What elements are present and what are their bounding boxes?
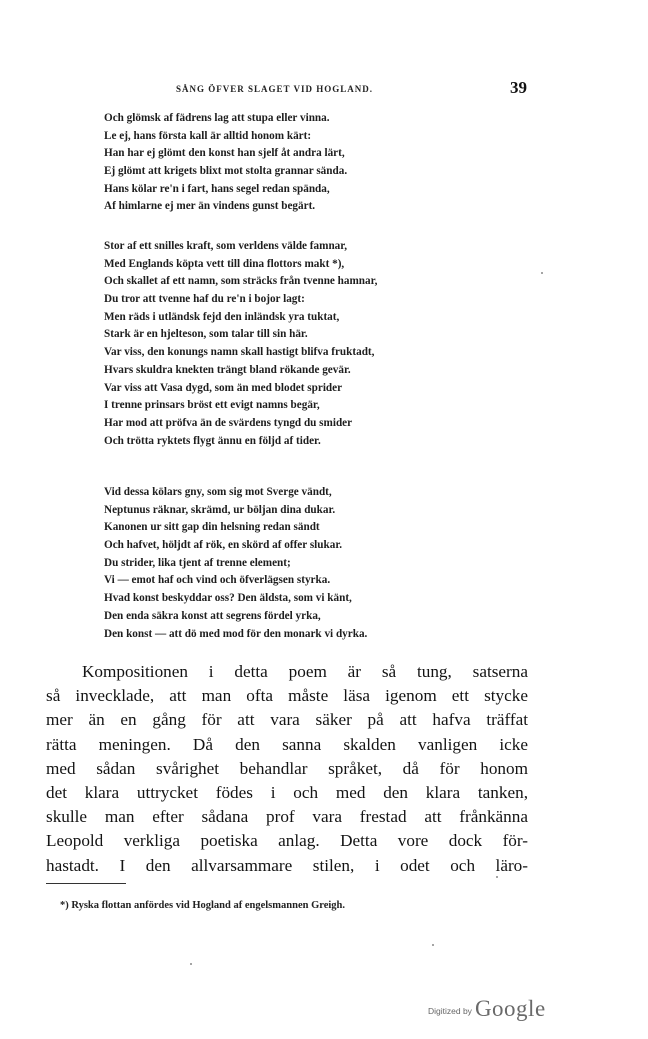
verse-line: Du tror att tvenne haf du re'n i bojor lagt:: [104, 293, 305, 306]
paper-speck: [541, 272, 543, 274]
prose-line: det klara uttrycket födes i och med den klara tanken,: [46, 782, 528, 802]
verse-line: I trenne prinsars bröst ett evigt namns begär,: [104, 399, 320, 412]
verse-line: Och glömsk af fädrens lag att stupa eller vinna.: [104, 112, 330, 124]
verse-line: Var viss, den konungs namn skall hastigt blifva fruktadt,: [104, 346, 375, 359]
paper-speck: [190, 963, 192, 965]
prose-line: rätta meningen. Då den sanna skalden vanligen icke: [46, 734, 528, 754]
verse-line: Du strider, lika tjent af trenne element;: [104, 556, 291, 569]
prose-line: skulle man efter sådana prof vara frestad att frånkänna: [46, 807, 528, 827]
verse-line: Den enda säkra konst att segrens fördel yrka,: [104, 609, 321, 622]
digitized-by-watermark: [428, 992, 546, 1022]
prose-line: med sådan svårighet behandlar språket, då för honom: [46, 758, 528, 778]
google-logo: Google: [474, 996, 546, 1021]
prose-line: Kompositionen i detta poem är så tung, satserna: [82, 662, 528, 681]
footnote-rule: [46, 883, 126, 884]
verse-line: Hvars skuldra knekten trängt bland rökande gevär.: [104, 363, 351, 376]
verse-line: Hans kölar re'n i fart, hans segel redan spända,: [104, 182, 330, 195]
verse-line: Han har ej glömt den konst han sjelf åt andra lärt,: [104, 147, 345, 160]
footnote: *) Ryska flottan anfördes vid Hogland af engelsmannen Greigh.: [60, 900, 346, 911]
prose-line: så invecklade, att man ofta måste läsa igenom ett stycke: [46, 686, 528, 706]
prose-line: hastadt. I den allvarsammare stilen, i odet och läro-: [46, 855, 528, 875]
verse-line: Neptunus räknar, skrämd, ur böljan dina dukar.: [104, 503, 336, 516]
running-title: SÅNG ÖFVER SLAGET VID HOGLAND.: [176, 84, 373, 94]
digitized-label: Digitized by: [428, 1006, 472, 1016]
verse-line: Har mod att pröfva än de svärdens tyngd du smider: [104, 416, 353, 429]
verse-line: Men räds i utländsk fejd den inländsk yra tuktat,: [104, 310, 340, 323]
prose-line: mer än en gång för att vara säker på att hafva träffat: [46, 710, 528, 730]
verse-line: Med Englands köpta vett till dina flottors makt *),: [104, 257, 345, 270]
verse-line: Och skallet af ett namn, som sträcks från tvenne hamnar,: [104, 275, 378, 288]
verse-line: Var viss att Vasa dygd, som än med blodet sprider: [104, 381, 343, 394]
page-number: 39: [510, 78, 527, 97]
verse-line: Och trötta ryktets flygt ännu en följd af tider.: [104, 434, 321, 447]
paper-speck: [496, 876, 498, 878]
verse-line: Och hafvet, höljdt af rök, en skörd af offer slukar.: [104, 539, 343, 552]
verse-line: Vi — emot haf och vind och öfverlägsen styrka.: [104, 574, 331, 587]
verse-line: Hvad konst beskyddar oss? Den äldsta, som vi känt,: [104, 592, 352, 605]
poem-stanza-2: [104, 238, 534, 450]
verse-line: Stor af ett snilles kraft, som verldens välde famnar,: [104, 240, 347, 252]
verse-line: Le ej, hans första kall är alltid honom kärt:: [104, 129, 312, 142]
running-header: [0, 78, 648, 100]
paper-speck: [432, 944, 434, 946]
verse-line: Kanonen ur sitt gap din helsning redan sändt: [104, 521, 320, 534]
verse-line: Vid dessa kölars gny, som sig mot Sverge vändt,: [104, 486, 332, 498]
poem-stanza-3: [104, 484, 534, 643]
prose-line: Leopold verkliga poetiska anlag. Detta vore dock för-: [46, 831, 528, 851]
poem-stanza-1: [104, 110, 534, 216]
verse-line: Af himlarne ej mer än vindens gunst begärt.: [104, 200, 316, 213]
prose-paragraph: [46, 660, 528, 878]
verse-line: Stark är en hjelteson, som talar till sin här.: [104, 328, 308, 341]
verse-line: Den konst — att dö med mod för den monark vi dyrka.: [104, 627, 368, 640]
verse-line: Ej glömt att krigets blixt mot stolta grannar sända.: [104, 165, 348, 178]
